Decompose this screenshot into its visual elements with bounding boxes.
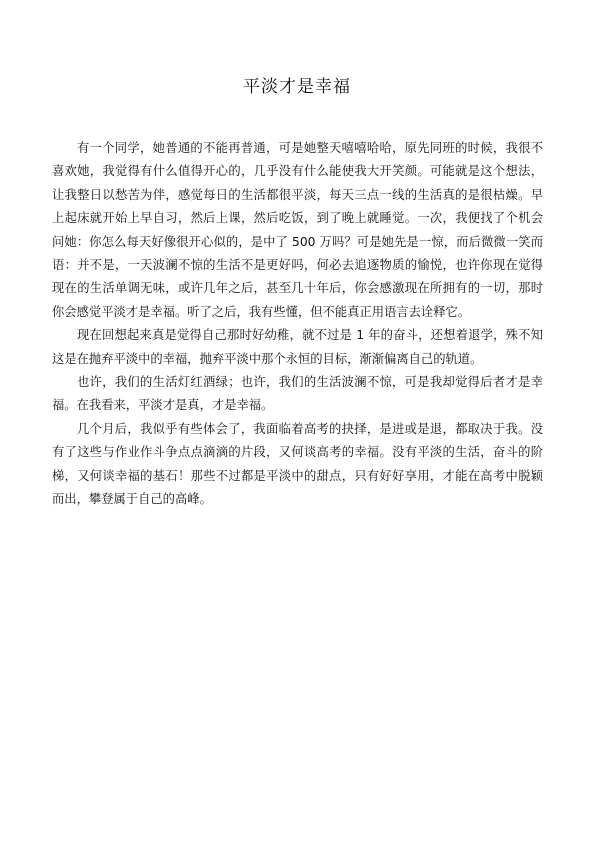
paragraph: 几个月后，我似乎有些体会了，我面临着高考的抉择，是进或是退，都取决于我。没有了这些与作业作斗争点点滴滴的片段，又何谈高考的幸福。没有平淡的生活，奋斗的阶梯，又何谈幸福的基石！那些不过都是平淡中的甜点，只有好好享用，才能在高考中脱颖而出，攀登属于自己的高峰。: [52, 421, 543, 507]
paragraph: 现在回想起来真是觉得自己那时好幼稚，就不过是 1 年的奋斗，还想着退学，殊不知这是在抛弃平淡中的幸福，抛弃平淡中那个永恒的目标，渐渐偏离自己的轨道。: [52, 328, 543, 366]
document-body: [52, 137, 543, 512]
paragraph: 也许，我们的生活灯红酒绿；也许，我们的生活波澜不惊，可是我却觉得后者才是幸福。在我看来，平淡才是真，才是幸福。: [52, 375, 543, 413]
paragraph: 有一个同学，她普通的不能再普通，可是她整天嘻嘻哈哈，原先同班的时候，我很不喜欢她，我觉得有什么值得开心的，几乎没有什么能使我大开笑颜。可能就是这个想法，让我整日以愁苦为伴，感觉每日的生活都很平淡，每天三点一线的生活真的是很枯燥。早上起床就开始上早自习，然后上课，然后吃饭，到了晚上就睡觉。一次，我便找了个机会问她：你怎么每天好像很开心似的，是中了 500 万吗？可是她先是一惊，而后微微一笑而语：并不是，一天波澜不惊的生活不是更好吗，何必去追逐物质的愉悦，也许你现在觉得现在的生活单调无味，或许几年之后，甚至几十年后，你会感激现在所拥有的一切，那时你会感觉平淡才是幸福。听了之后，我有些懂，但不能真正用语言去诠释它。: [52, 141, 543, 319]
document-title: 平淡才是幸福: [243, 77, 351, 97]
